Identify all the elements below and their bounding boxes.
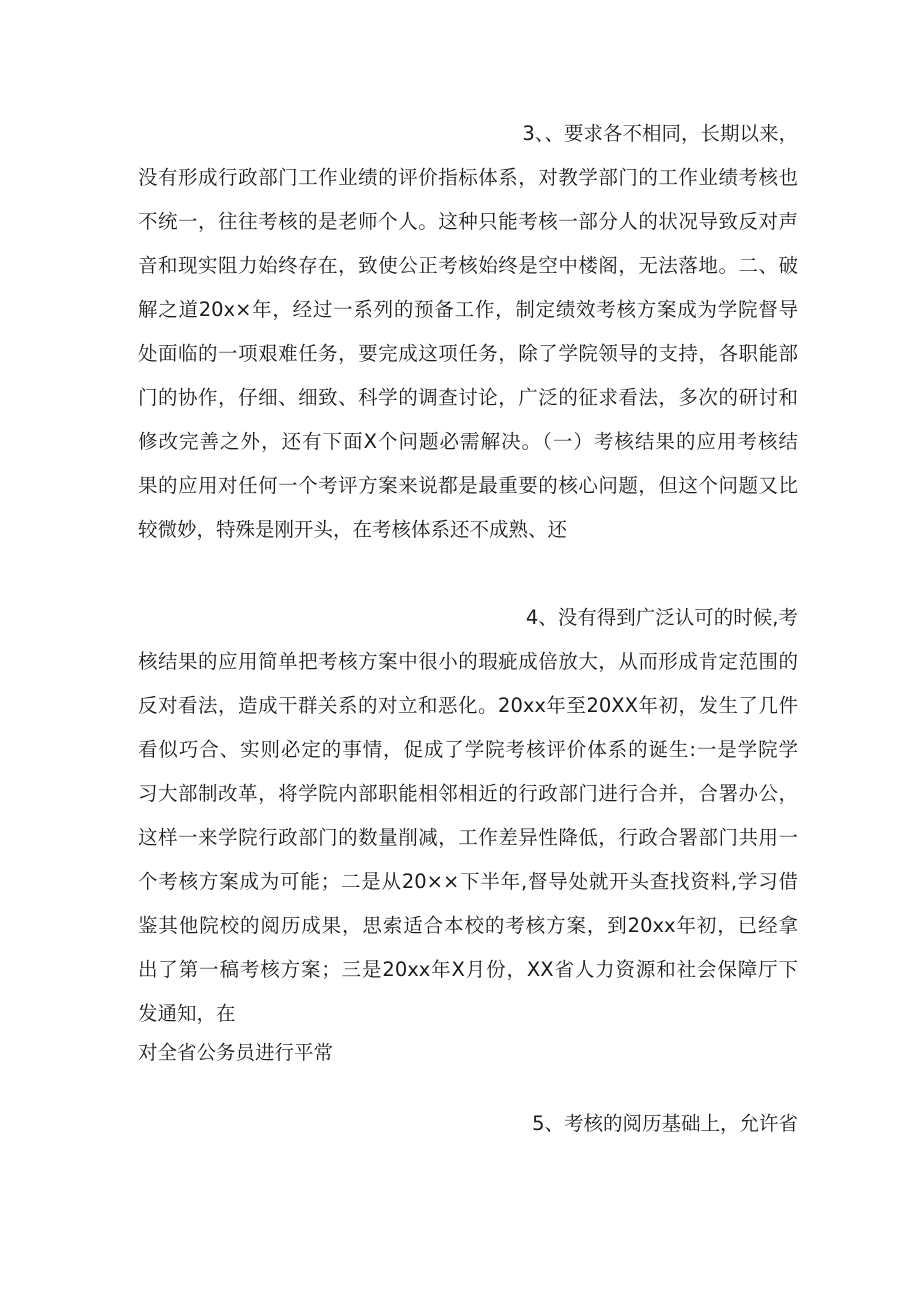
- paragraph-line: 核结果的应用简单把考核方案中很小的瑕疵成倍放大，从而形成肯定范围的: [138, 650, 798, 673]
- paragraph-line: 5、考核的阅历基础上，允许省: [532, 1112, 798, 1135]
- paragraph-line: 习大部制改革，将学院内部职能相邻相近的行政部门进行合并，合署办公，: [138, 782, 798, 805]
- paragraph-line: 修改完善之外，还有下面X个问题必需解决。（一）考核结果的应用考核结: [138, 430, 798, 453]
- paragraph-5: [138, 1102, 798, 1146]
- paragraph-line: 门的协作，仔细、细致、科学的调查讨论，广泛的征求看法，多次的研讨和: [138, 386, 798, 409]
- paragraph-line: 看似巧合、实则必定的事情，促成了学院考核评价体系的诞生:一是学院学: [138, 738, 798, 761]
- paragraph-line: 发通知，在: [138, 1002, 236, 1025]
- paragraph-line: 处面临的一项艰难任务，要完成这项任务，除了学院领导的支持，各职能部: [138, 342, 798, 365]
- paragraph-line: 较微妙，特殊是刚开头，在考核体系还不成熟、还: [138, 518, 568, 541]
- paragraph-3: [138, 112, 798, 552]
- paragraph-line: 个考核方案成为可能；二是从20××下半年,督导处就开头查找资料,学习借: [138, 870, 798, 893]
- paragraph-line: 鉴其他院校的阅历成果，思索适合本校的考核方案，到20xx年初，已经拿: [138, 914, 798, 937]
- paragraph-line: 4、没有得到广泛认可的时候,考: [525, 606, 798, 629]
- paragraph-line: 反对看法，造成干群关系的对立和恶化。20xx年至20XX年初，发生了几件: [138, 694, 798, 717]
- paragraph-line: 音和现实阻力始终存在，致使公正考核始终是空中楼阁，无法落地。二、破: [138, 254, 798, 277]
- paragraph-line: 这样一来学院行政部门的数量削减，工作差异性降低，行政合署部门共用一: [138, 826, 798, 849]
- paragraph-line: 没有形成行政部门工作业绩的评价指标体系，对教学部门的工作业绩考核也: [138, 166, 798, 189]
- paragraph-line: 出了第一稿考核方案；三是20xx年X月份，XX省人力资源和社会保障厅下: [138, 958, 798, 981]
- paragraph-line: 3、、要求各不相同，长期以来，: [522, 122, 798, 145]
- paragraph-line: 对全省公务员进行平常: [138, 1041, 334, 1064]
- paragraph-4: [138, 596, 798, 1070]
- paragraph-line: 不统一，往往考核的是老师个人。这种只能考核一部分人的状况导致反对声: [138, 210, 798, 233]
- paragraph-line: 果的应用对任何一个考评方案来说都是最重要的核心问题，但这个问题又比: [138, 474, 798, 497]
- paragraph-line: 解之道20x×年，经过一系列的预备工作，制定绩效考核方案成为学院督导: [138, 298, 798, 321]
